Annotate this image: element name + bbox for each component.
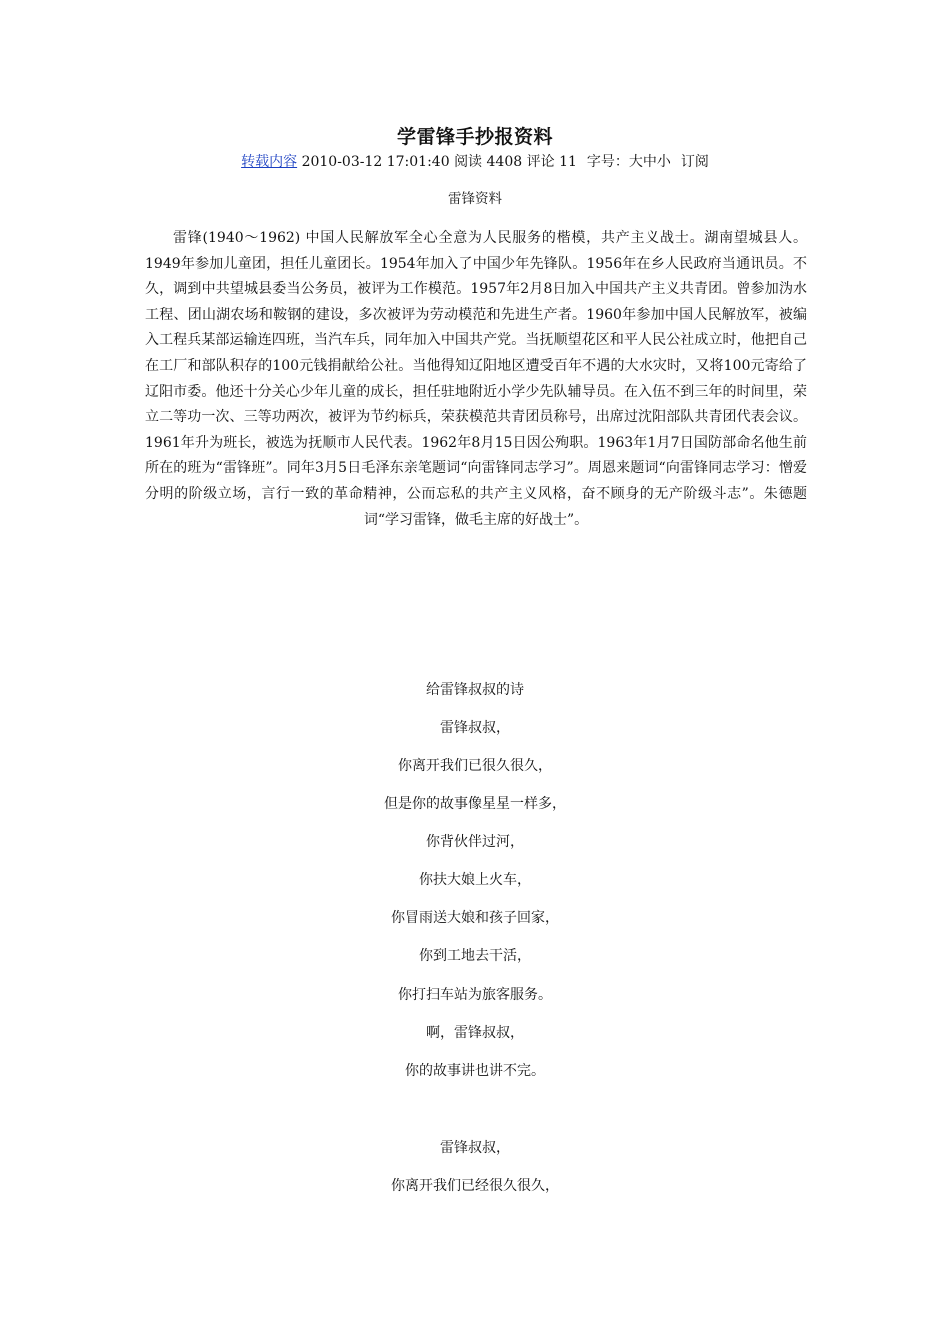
poem-line: 啊，雷锋叔叔， bbox=[426, 1025, 524, 1041]
poem-line: 雷锋叔叔， bbox=[440, 720, 510, 736]
biography-paragraph: 雷锋(1940～1962) 中国人民解放军全心全意为人民服务的楷模，共产主义战士。湖南望城县人。1949年参加儿童团，担任儿童团长。1954年加入了中国少年先锋队。1956年在乡人民政府当通讯员。不久，调到中共望城县委当公务员，被评为工作模范。1957年2月8日加入中国共产主义共青团。曾参加沩水工程、团山湖农场和鞍钢的建设，多次被评为劳动模范和先进生产者。1960年参加中国人民解放军，被编入工程兵某部运输连四班，当汽车兵，同年加入中国共产党。当抚顺望花区和平人民公社成立时，他把自己在工厂和部队积存的100元钱捐献给公社。当他得知辽阳地区遭受百年不遇的大水灾时，又将100元寄给了辽阳市委。他还十分关心少年儿童的成长，担任驻地附近小学少先队辅导员。在入伍不到三年的时间里，荣立二等功一次、三等功两次，被评为节约标兵，荣获模范共青团员称号，出席过沈阳部队共青团代表会议。1961年升为班长，被选为抚顺市人民代表。1962年8月15日因公殉职。1963年1月7日国防部命名他生前所在的班为“雷锋班”。同年3月5日毛泽东亲笔题词“向雷锋同志学习”。周恩来题词“向雷锋同志学习：憎爱分明的阶级立场，言行一致的革命精神，公而忘私的共产主义风格，奋不顾身的无产阶级斗志”。朱德题词“学习雷锋，做毛主席的好战士”。 bbox=[145, 230, 807, 528]
section-heading: 雷锋资料 bbox=[448, 191, 502, 207]
poem-line: 你背伙伴过河， bbox=[426, 834, 524, 850]
post-datetime: 2010-03-12 17:01:40 bbox=[301, 154, 450, 170]
poem-line: 你到工地去干活， bbox=[419, 948, 531, 964]
subscribe-link[interactable]: 订阅 bbox=[680, 154, 709, 170]
comment-count: 11 bbox=[559, 154, 577, 170]
article-meta bbox=[0, 151, 950, 173]
font-size-small[interactable]: 小 bbox=[656, 154, 671, 170]
poem-line: 但是你的故事像星星一样多， bbox=[384, 796, 566, 812]
poem-line: 你冒雨送大娘和孩子回家， bbox=[391, 910, 559, 926]
font-size-medium[interactable]: 中 bbox=[642, 154, 657, 170]
poem-title: 给雷锋叔叔的诗 bbox=[426, 682, 524, 698]
poem-line: 你离开我们已很久很久， bbox=[398, 758, 552, 774]
poem-line: 你的故事讲也讲不完。 bbox=[405, 1063, 545, 1079]
category-link[interactable]: 转载内容 bbox=[241, 154, 298, 170]
read-label: 阅读 bbox=[454, 154, 483, 170]
read-count: 4408 bbox=[486, 154, 523, 170]
comment-label[interactable]: 评论 bbox=[526, 154, 555, 170]
poem-line: 你打扫车站为旅客服务。 bbox=[398, 987, 552, 1003]
poem-line: 你扶大娘上火车， bbox=[419, 872, 531, 888]
font-size-large[interactable]: 大 bbox=[628, 154, 643, 170]
font-size-label: 字号： bbox=[586, 154, 629, 170]
page-title: 学雷锋手抄报资料 bbox=[396, 126, 553, 148]
poem-line: 你离开我们已经很久很久， bbox=[391, 1178, 559, 1194]
poem-line: 雷锋叔叔， bbox=[440, 1140, 510, 1156]
